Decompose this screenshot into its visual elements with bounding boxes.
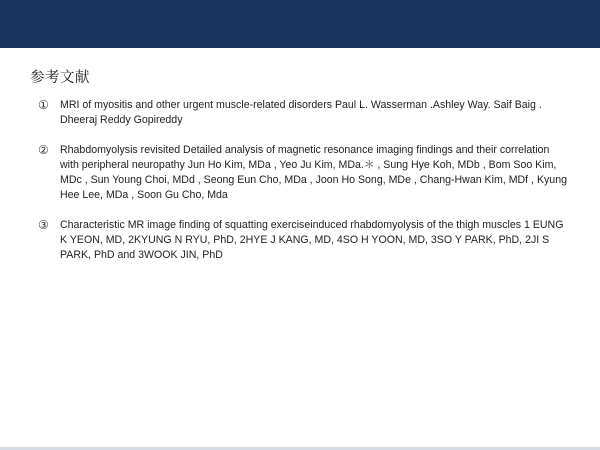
reference-text: Characteristic MR image finding of squatting exerciseinduced rhabdomyolysis of the thigh muscles 1 EUNG K YEON, MD, 2KYUNG N RYU, PhD, 2HYE J KANG, MD, 4SO H YOON, MD, 3SO Y PARK, PhD, 2JI S PARK, PhD and 3WOOK JIN, PhD	[60, 219, 564, 261]
header-banner	[0, 0, 600, 48]
reference-text: Rhabdomyolysis revisited Detailed analysis of magnetic resonance imaging findings and their correlation with peripheral neuropathy Jun Ho Kim, MDa , Yeo Ju Kim, MDa.＊ , Sung Hye Koh, MDb , Bom Soo Kim, MDc , Sun Young Choi, MDd , Seong Eun Cho, MDa , Joon Ho Song, MDe , Chang-Hwan Kim, MDf , Kyung Hee Lee, MDa , Soon Gu Cho, Mda	[60, 144, 567, 201]
reference-number: ②	[38, 143, 49, 157]
reference-text: MRI of myositis and other urgent muscle-related disorders Paul L. Wasserman .Ashley Way. Saif Baig . Dheeraj Reddy Gopireddy	[60, 99, 542, 126]
reference-item	[38, 143, 568, 203]
page-title: 参考文献	[30, 70, 90, 86]
reference-item	[38, 218, 568, 263]
reference-number: ①	[38, 98, 49, 112]
reference-list	[38, 98, 568, 278]
reference-number: ③	[38, 218, 49, 232]
reference-item	[38, 98, 568, 128]
